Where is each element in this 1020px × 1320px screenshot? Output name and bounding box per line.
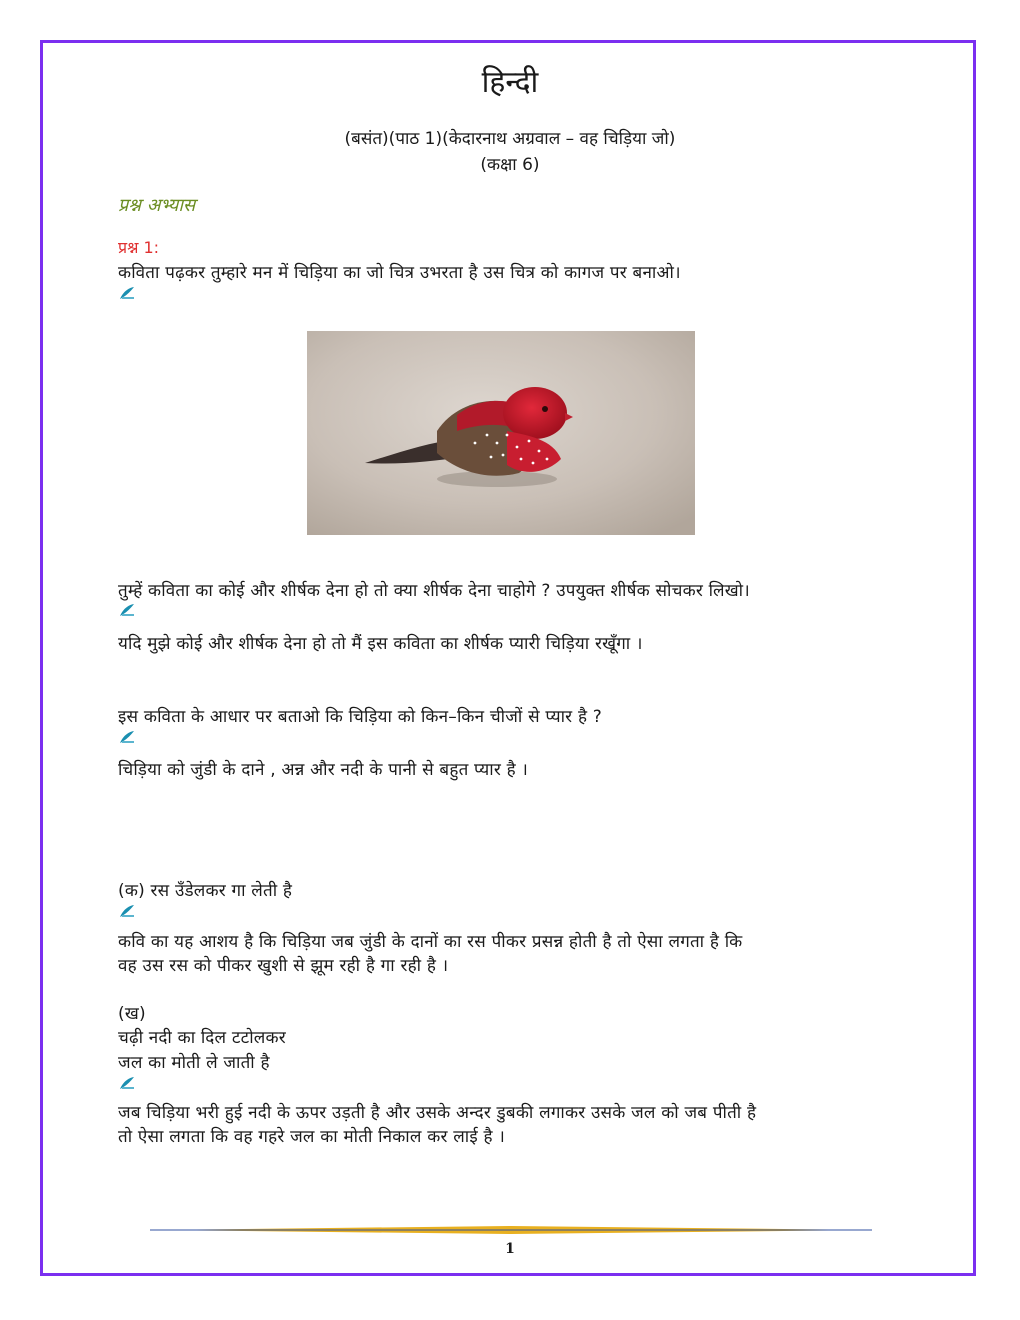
part-kha-line1: चढ़ी नदी का दिल टटोलकर (118, 1028, 286, 1048)
question-1-label: प्रश्न 1: (118, 238, 160, 257)
part-ka-answer-line1: कवि का यह आशय है कि चिड़िया जब जुंडी के दानों का रस पीकर प्रसन्न होती है तो ऐसा लगता है कि (118, 932, 743, 952)
section-title: प्रश्न अभ्यास (118, 195, 196, 216)
class-label: (कक्षा 6) (480, 155, 540, 175)
part-kha-line2: जल का मोती ले जाती है (118, 1053, 270, 1073)
pen-answer-icon (119, 286, 135, 300)
footer-divider (150, 1226, 872, 1234)
question-3-text: इस कविता के आधार पर बताओ कि चिड़िया को किन–किन चीजों से प्यार है ? (118, 707, 602, 727)
pen-answer-icon (119, 603, 135, 617)
question-2-text: तुम्हें कविता का कोई और शीर्षक देना हो तो क्या शीर्षक देना चाहोगे ? उपयुक्त शीर्षक सोचकर लिखो। (118, 581, 750, 601)
part-kha-answer-line2: तो ऐसा लगता कि वह गहरे जल का मोती निकाल कर लाई है । (118, 1127, 505, 1147)
bird-photo (307, 331, 695, 535)
part-kha-label: (ख) (118, 1004, 146, 1024)
part-kha-answer-line1: जब चिड़िया भरी हुई नदी के ऊपर उड़ती है और उसके अन्दर डुबकी लगाकर उसके जल को जब पीती है (118, 1103, 757, 1123)
pen-answer-icon (119, 730, 135, 744)
page-border (40, 40, 976, 1276)
question-2-answer: यदि मुझे कोई और शीर्षक देना हो तो मैं इस कविता का शीर्षक प्यारी चिड़िया रखूँगा । (118, 634, 643, 654)
question-1-text: कविता पढ़कर तुम्हारे मन में चिड़िया का जो चित्र उभरता है उस चित्र को कागज पर बनाओ। (118, 263, 681, 283)
part-ka-text: (क) रस उँडेलकर गा लेती है (118, 881, 293, 901)
page-title: हिन्दी (481, 65, 539, 100)
lesson-subtitle: (बसंत)(पाठ 1)(केदारनाथ अग्रवाल – वह चिड़िया जो) (344, 129, 676, 149)
pen-answer-icon (119, 1076, 135, 1090)
page-number: 1 (505, 1241, 515, 1257)
question-3-answer: चिड़िया को जुंडी के दाने , अन्न और नदी के पानी से बहुत प्यार है । (118, 760, 529, 780)
pen-answer-icon (119, 904, 135, 918)
part-ka-answer-line2: वह उस रस को पीकर खुशी से झूम रही है गा रही है । (118, 956, 449, 976)
